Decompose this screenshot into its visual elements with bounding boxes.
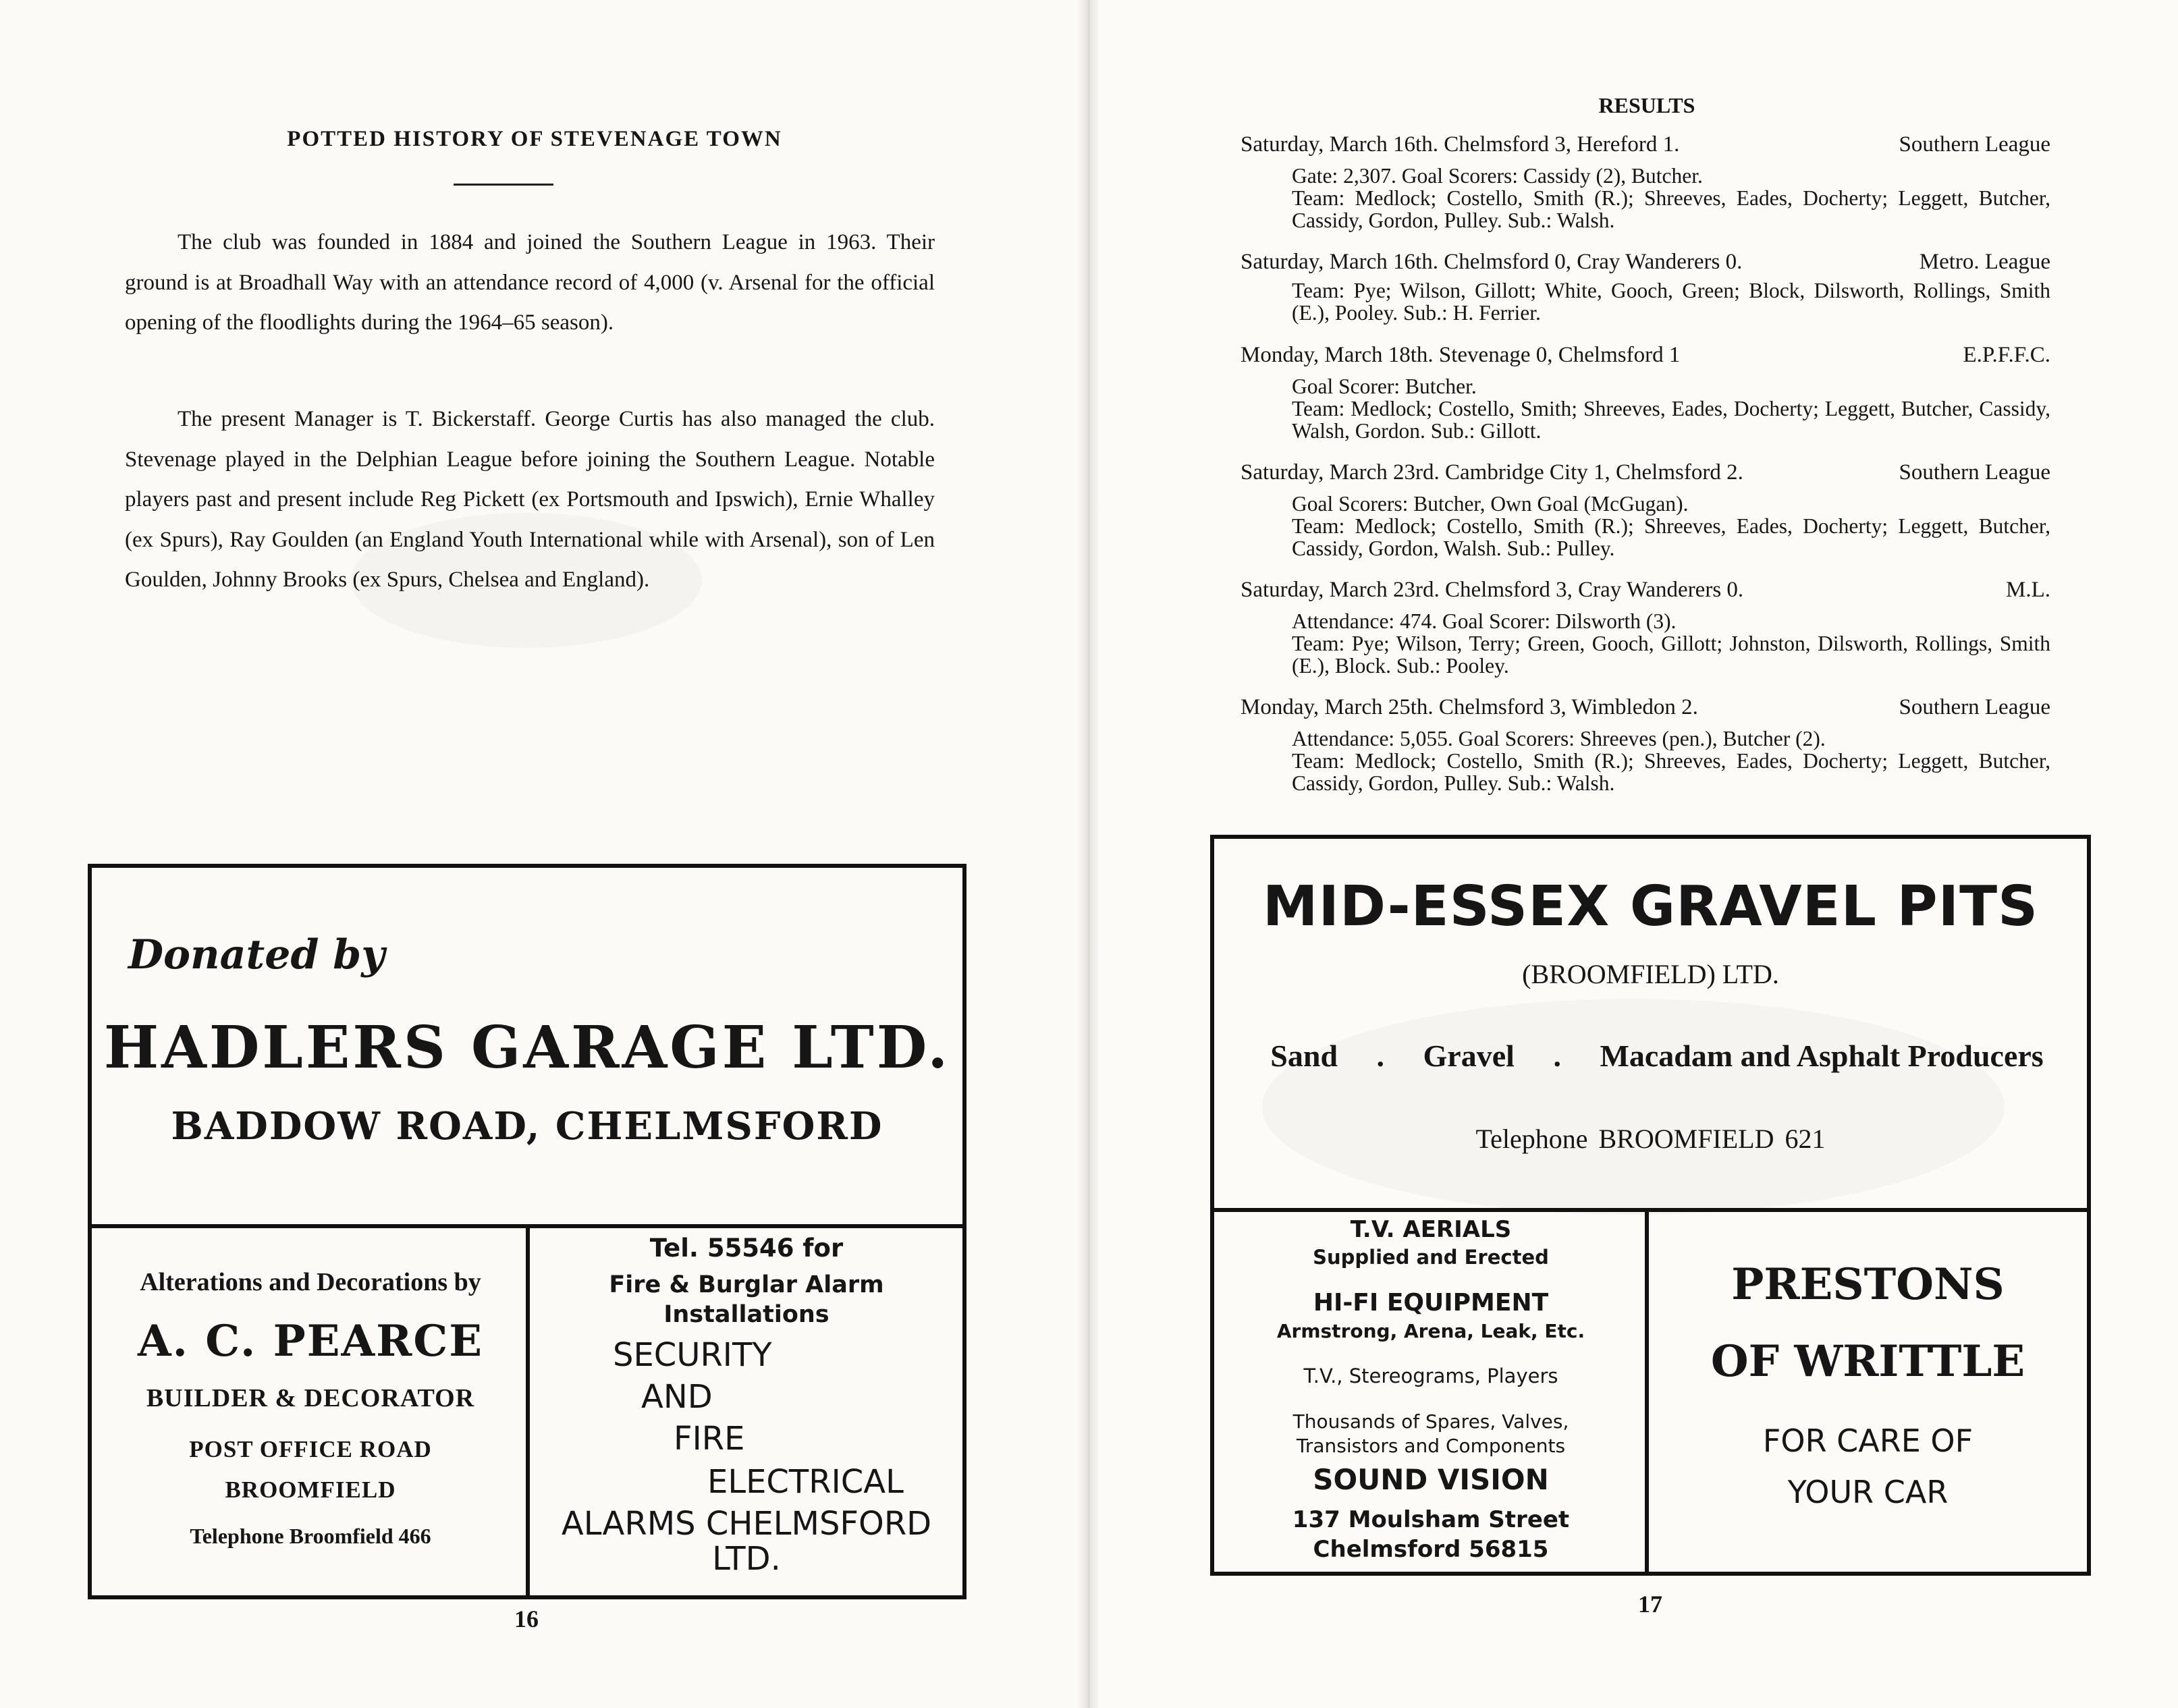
sv-line-2: Supplied and Erected bbox=[1313, 1246, 1549, 1269]
result-detail: Gate: 2,307. Goal Scorers: Cassidy (2), Butcher. bbox=[1292, 164, 1703, 188]
sv-line-5: T.V., Stereograms, Players bbox=[1303, 1365, 1558, 1387]
security-line-3: FIRE bbox=[674, 1420, 745, 1458]
result-competition: E.P.F.F.C. bbox=[1963, 343, 2050, 367]
security-service bbox=[533, 1270, 960, 1329]
prestons-line-3: FOR CARE OF bbox=[1762, 1423, 1973, 1459]
result-fixture: Saturday, March 16th. Chelmsford 0, Cray Wanderers 0. bbox=[1241, 250, 1743, 274]
sound-vision-name: SOUND VISION bbox=[1313, 1463, 1549, 1496]
result-fixture: Monday, March 18th. Stevenage 0, Chelmsford 1 bbox=[1241, 343, 1681, 367]
security-line-2: AND bbox=[641, 1378, 713, 1416]
result-details bbox=[1292, 493, 2050, 559]
history-paragraph-2: The present Manager is T. Bickerstaff. George Curtis has also managed the club. Stevenage played in the Delphian League before joining the Southern League. Notable players past and present include Reg Pickett (ex Portsmouth and Ipswich), Ernie Whalley (ex Spurs), Ray Goulden (an England Youth International while with Arsenal), son of Len Goulden, Johnny Brooks (ex Spurs, Chelsea and England). bbox=[125, 407, 935, 592]
results-title: RESULTS bbox=[1598, 93, 1695, 117]
result-heading bbox=[1241, 343, 2050, 368]
pearce-street: POST OFFICE ROAD bbox=[189, 1436, 432, 1462]
result-detail: Team: Medlock; Costello, Smith (R.); Shreeves, Eades, Docherty; Leggett, Butcher, Cassidy, Gordon, Pulley. Sub.: Walsh. bbox=[1292, 749, 2050, 795]
result-competition: M.L. bbox=[2006, 578, 2050, 602]
sv-line-7: Transistors and Components bbox=[1296, 1435, 1566, 1457]
pearce-trade: BUILDER & DECORATOR bbox=[146, 1384, 475, 1412]
result-details bbox=[1292, 727, 2050, 794]
product-macadam: Macadam and Asphalt Producers bbox=[1600, 1039, 2044, 1073]
result-detail: Team: Medlock; Costello, Smith (R.); Shreeves, Eades, Docherty; Leggett, Butcher, Cassidy, Gordon, Pulley. Sub.: Walsh. bbox=[1292, 186, 2050, 232]
gravel-pits-telephone: Telephone BROOMFIELD 621 bbox=[1475, 1124, 1826, 1154]
result-detail: Goal Scorer: Butcher. bbox=[1292, 375, 1477, 398]
sv-line-6: Thousands of Spares, Valves, bbox=[1292, 1410, 1569, 1433]
result-detail: Goal Scorers: Butcher, Own Goal (McGugan). bbox=[1292, 492, 1689, 516]
result-details bbox=[1292, 165, 2050, 231]
result-detail: Attendance: 474. Goal Scorer: Dilsworth (3). bbox=[1292, 609, 1677, 633]
history-title: POTTED HISTORY OF STEVENAGE TOWN bbox=[287, 127, 782, 151]
result-fixture: Saturday, March 16th. Chelmsford 3, Hereford 1. bbox=[1241, 132, 1680, 157]
sound-vision-street: 137 Moulsham Street bbox=[1292, 1506, 1570, 1533]
security-line-5: ALARMS CHELMSFORD bbox=[561, 1505, 932, 1543]
product-gravel: Gravel bbox=[1423, 1039, 1515, 1073]
gravel-pits-sub: (BROOMFIELD) LTD. bbox=[1522, 959, 1779, 989]
result-competition: Southern League bbox=[1899, 460, 2050, 485]
result-detail: Team: Medlock; Costello, Smith (R.); Shreeves, Eades, Docherty; Leggett, Butcher, Cassidy, Gordon, Walsh. Sub.: Pulley. bbox=[1292, 514, 2050, 560]
result-fixture: Monday, March 25th. Chelmsford 3, Wimbledon 2. bbox=[1241, 695, 1698, 719]
security-tel: Tel. 55546 for bbox=[649, 1234, 844, 1263]
result-detail: Team: Pye; Wilson, Terry; Green, Gooch, Gillott; Johnston, Dilsworth, Rollings, Smith (E.), Block. Sub.: Pooley. bbox=[1292, 632, 2050, 678]
page-number-left: 16 bbox=[514, 1605, 539, 1632]
security-line-1: SECURITY bbox=[613, 1336, 772, 1374]
result-detail: Team: Pye; Wilson, Gillott; White, Gooch, Green; Block, Dilsworth, Rollings, Smith (E.), Pooley. Sub.: H. Ferrier. bbox=[1292, 279, 2050, 325]
result-competition: Metro. League bbox=[1919, 250, 2050, 274]
security-service-1: Fire & Burglar Alarm bbox=[609, 1271, 884, 1298]
advert-divider-horizontal bbox=[1214, 1208, 2087, 1212]
history-paragraph-1: The club was founded in 1884 and joined the Southern League in 1963. Their ground is at Broadhall Way with an attendance record of 4,000 (v. Arsenal for the official opening of the floodlights during the 1964–65 season). bbox=[125, 230, 935, 335]
result-details bbox=[1292, 610, 2050, 677]
result-competition: Southern League bbox=[1899, 132, 2050, 157]
prestons-line-1: PRESTONS bbox=[1731, 1259, 2005, 1310]
pearce-name: A. C. PEARCE bbox=[137, 1316, 484, 1367]
result-heading bbox=[1241, 460, 2050, 485]
sound-vision-town: Chelmsford 56815 bbox=[1313, 1536, 1549, 1563]
result-competition: Southern League bbox=[1899, 695, 2050, 719]
result-detail: Attendance: 5,055. Goal Scorers: Shreeves (pen.), Butcher (2). bbox=[1292, 727, 1826, 750]
sv-line-3: HI-FI EQUIPMENT bbox=[1313, 1289, 1549, 1317]
security-service-2: Installations bbox=[663, 1301, 829, 1328]
page-number-right: 17 bbox=[1638, 1591, 1662, 1618]
pearce-intro: Alterations and Decorations by bbox=[140, 1268, 481, 1296]
result-details bbox=[1292, 279, 2050, 324]
pearce-telephone: Telephone Broomfield 466 bbox=[190, 1524, 431, 1548]
hadlers-donated-by: Donated by bbox=[128, 931, 385, 979]
result-fixture: Saturday, March 23rd. Chelmsford 3, Cray Wanderers 0. bbox=[1241, 578, 1744, 602]
product-separator: . bbox=[1376, 1039, 1385, 1073]
result-heading bbox=[1241, 250, 2050, 275]
sv-line-4: Armstrong, Arena, Leak, Etc. bbox=[1276, 1320, 1585, 1342]
title-rule bbox=[454, 184, 553, 186]
product-separator: . bbox=[1553, 1039, 1561, 1073]
result-fixture: Saturday, March 23rd. Cambridge City 1, Chelmsford 2. bbox=[1241, 460, 1743, 485]
gravel-pits-products bbox=[1245, 1038, 2069, 1074]
hadlers-address: BADDOW ROAD, CHELMSFORD bbox=[171, 1104, 883, 1149]
prestons-line-4: YOUR CAR bbox=[1787, 1474, 1949, 1510]
result-detail: Team: Medlock; Costello, Smith; Shreeves, Eades, Docherty; Leggett, Butcher, Cassidy, Walsh, Gordon. Sub.: Gillott. bbox=[1292, 397, 2050, 443]
advert-divider-vertical bbox=[1645, 1212, 1649, 1572]
prestons-line-2: OF WRITTLE bbox=[1710, 1336, 2025, 1387]
result-heading bbox=[1241, 578, 2050, 603]
result-details bbox=[1292, 375, 2050, 442]
security-line-4: ELECTRICAL bbox=[707, 1463, 904, 1501]
result-heading bbox=[1241, 695, 2050, 720]
product-sand: Sand bbox=[1270, 1039, 1338, 1073]
security-line-6: LTD. bbox=[712, 1540, 781, 1578]
sv-line-1: T.V. AERIALS bbox=[1350, 1216, 1512, 1243]
gravel-pits-name: MID-ESSEX GRAVEL PITS bbox=[1262, 875, 2039, 939]
result-heading bbox=[1241, 132, 2050, 157]
hadlers-garage-name: HADLERS GARAGE LTD. bbox=[103, 1014, 951, 1082]
pearce-town: BROOMFIELD bbox=[225, 1477, 396, 1503]
